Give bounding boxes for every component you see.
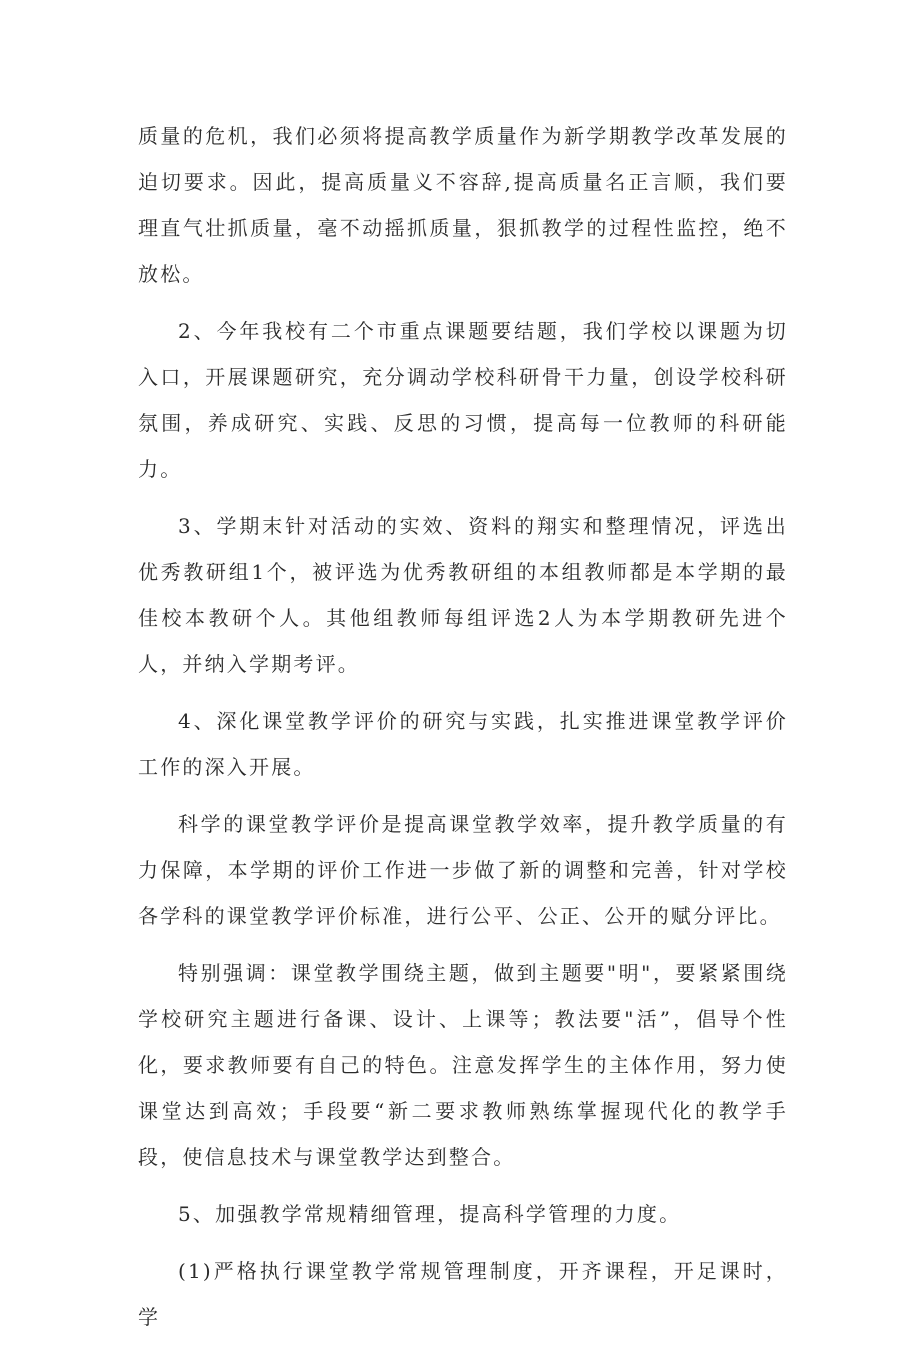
paragraph-item-2: 2、今年我校有二个市重点课题要结题，我们学校以课题为切入口，开展课题研究，充分调动学校科研骨干力量，创设学校科研氛围，养成研究、实践、反思的习惯，提高每一位教师的科研能力。 <box>138 319 788 481</box>
paragraph-continued: 质量的危机，我们必须将提高教学质量作为新学期教学改革发展的迫切要求。因此，提高质量义不容辞,提高质量名正言顺，我们要理直气壮抓质量，毫不动摇抓质量，狠抓教学的过程性监控，绝不放松。 <box>138 124 788 286</box>
document-body <box>138 113 788 1351</box>
paragraph-item-4: 4、深化课堂教学评价的研究与实践，扎实推进课堂教学评价工作的深入开展。 <box>138 709 788 779</box>
paragraph-item-3: 3、学期末针对活动的实效、资料的翔实和整理情况，评选出优秀教研组1个，被评选为优秀教研组的本组教师都是本学期的最佳校本教研个人。其他组教师每组评选2人为本学期教研先进个人，并纳入学期考评。 <box>138 514 788 676</box>
paragraph-item-5: 5、加强教学常规精细管理，提高科学管理的力度。 <box>178 1202 682 1226</box>
paragraph-emphasis: 特别强调：课堂教学围绕主题，做到主题要"明"，要紧紧围绕学校研究主题进行备课、设计、上课等；教法要"活”，倡导个性化，要求教师要有自己的特色。注意发挥学生的主体作用，努力使课堂达到高效；手段要“新二要求教师熟练掌握现代化的教学手段，使信息技术与课堂教学达到整合。 <box>138 961 788 1169</box>
paragraph-evaluation: 科学的课堂教学评价是提高课堂教学效率，提升教学质量的有力保障，本学期的评价工作进一步做了新的调整和完善，针对学校各学科的课堂教学评价标准，进行公平、公正、公开的赋分评比。 <box>138 812 788 928</box>
paragraph-subitem-1: (1)严格执行课堂教学常规管理制度，开齐课程，开足课时，学 <box>138 1259 788 1329</box>
